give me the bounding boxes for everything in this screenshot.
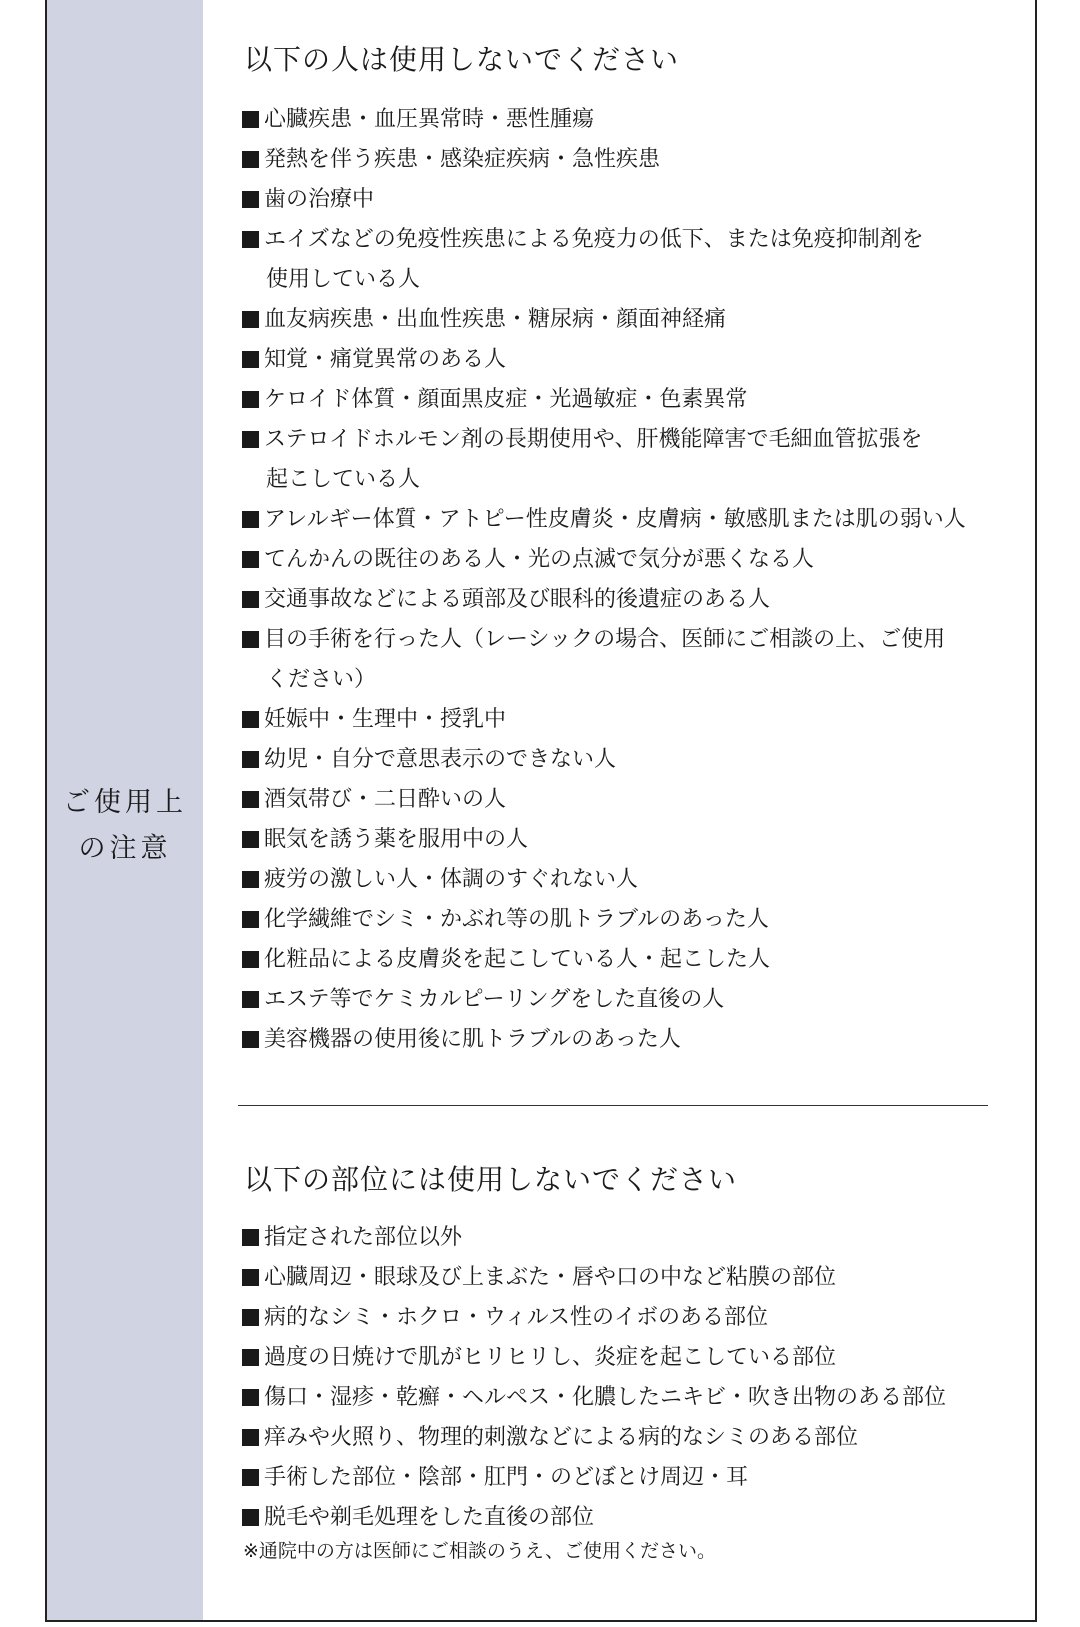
list-item: 化粧品による皮膚炎を起こしている人・起こした人 <box>242 940 1002 980</box>
list-item: アレルギー体質・アトピー性皮膚炎・皮膚病・敏感肌または肌の弱い人 <box>242 500 1002 540</box>
list-item: 発熱を伴う疾患・感染症疾病・急性疾患 <box>242 140 1002 180</box>
list-item: 血友病疾患・出血性疾患・糖尿病・顔面神経痛 <box>242 300 1002 340</box>
list-item: 歯の治療中 <box>242 180 1002 220</box>
section2-title: 以下の部位には使用しないでください <box>244 1163 738 1196</box>
list-item: エイズなどの免疫性疾患による免疫力の低下、または免疫抑制剤を <box>242 220 1002 260</box>
list-item: 心臓周辺・眼球及び上まぶた・唇や口の中など粘膜の部位 <box>242 1258 1002 1298</box>
list-item: 交通事故などによる頭部及び眼科的後遺症のある人 <box>242 580 1002 620</box>
section2-list <box>242 1218 1002 1538</box>
list-item: 痒みや火照り、物理的刺激などによる病的なシミのある部位 <box>242 1418 1002 1458</box>
list-item: 過度の日焼けで肌がヒリヒリし、炎症を起こしている部位 <box>242 1338 1002 1378</box>
list-item-continuation: 使用している人 <box>266 267 421 292</box>
section1-title: 以下の人は使用しないでください <box>244 43 680 76</box>
list-item: ステロイドホルモン剤の長期使用や、肝機能障害で毛細血管拡張を <box>242 420 1002 460</box>
list-item: 脱毛や剃毛処理をした直後の部位 <box>242 1498 1002 1538</box>
list-item: 傷口・湿疹・乾癬・ヘルペス・化膿したニキビ・吹き出物のある部位 <box>242 1378 1002 1418</box>
list-item: 病的なシミ・ホクロ・ウィルス性のイボのある部位 <box>242 1298 1002 1338</box>
list-item: てんかんの既往のある人・光の点滅で気分が悪くなる人 <box>242 540 1002 580</box>
list-item: エステ等でケミカルピーリングをした直後の人 <box>242 980 1002 1020</box>
caution-panel <box>45 0 1037 1622</box>
section1-list <box>242 100 1002 1060</box>
list-item: 指定された部位以外 <box>242 1218 1002 1258</box>
list-item: ケロイド体質・顔面黒皮症・光過敏症・色素異常 <box>242 380 1002 420</box>
list-item: 手術した部位・陰部・肛門・のどぼとけ周辺・耳 <box>242 1458 1002 1498</box>
caution-content <box>203 0 1035 1620</box>
list-item: 心臓疾患・血圧異常時・悪性腫瘍 <box>242 100 1002 140</box>
note: ※通院中の方は医師にご相談のうえ、ご使用ください。 <box>243 1540 717 1562</box>
list-item: 化学繊維でシミ・かぶれ等の肌トラブルのあった人 <box>242 900 1002 940</box>
list-item: 妊娠中・生理中・授乳中 <box>242 700 1002 740</box>
list-item: 目の手術を行った人（レーシックの場合、医師にご相談の上、ご使用 <box>242 620 1002 660</box>
list-item: 酒気帯び・二日酔いの人 <box>242 780 1002 820</box>
list-item-continuation: ください） <box>266 667 377 692</box>
sidebar <box>47 0 203 1620</box>
list-item: 知覚・痛覚異常のある人 <box>242 340 1002 380</box>
list-item: 眠気を誘う薬を服用中の人 <box>242 820 1002 860</box>
sidebar-label <box>60 780 190 872</box>
list-item-continuation: 起こしている人 <box>266 467 421 492</box>
sidebar-label-line1: ご使用上 <box>63 787 187 818</box>
list-item: 疲労の激しい人・体調のすぐれない人 <box>242 860 1002 900</box>
list-item: 美容機器の使用後に肌トラブルのあった人 <box>242 1020 1002 1060</box>
section-divider <box>238 1105 988 1106</box>
list-item: 幼児・自分で意思表示のできない人 <box>242 740 1002 780</box>
sidebar-label-line2: の注意 <box>78 833 172 864</box>
